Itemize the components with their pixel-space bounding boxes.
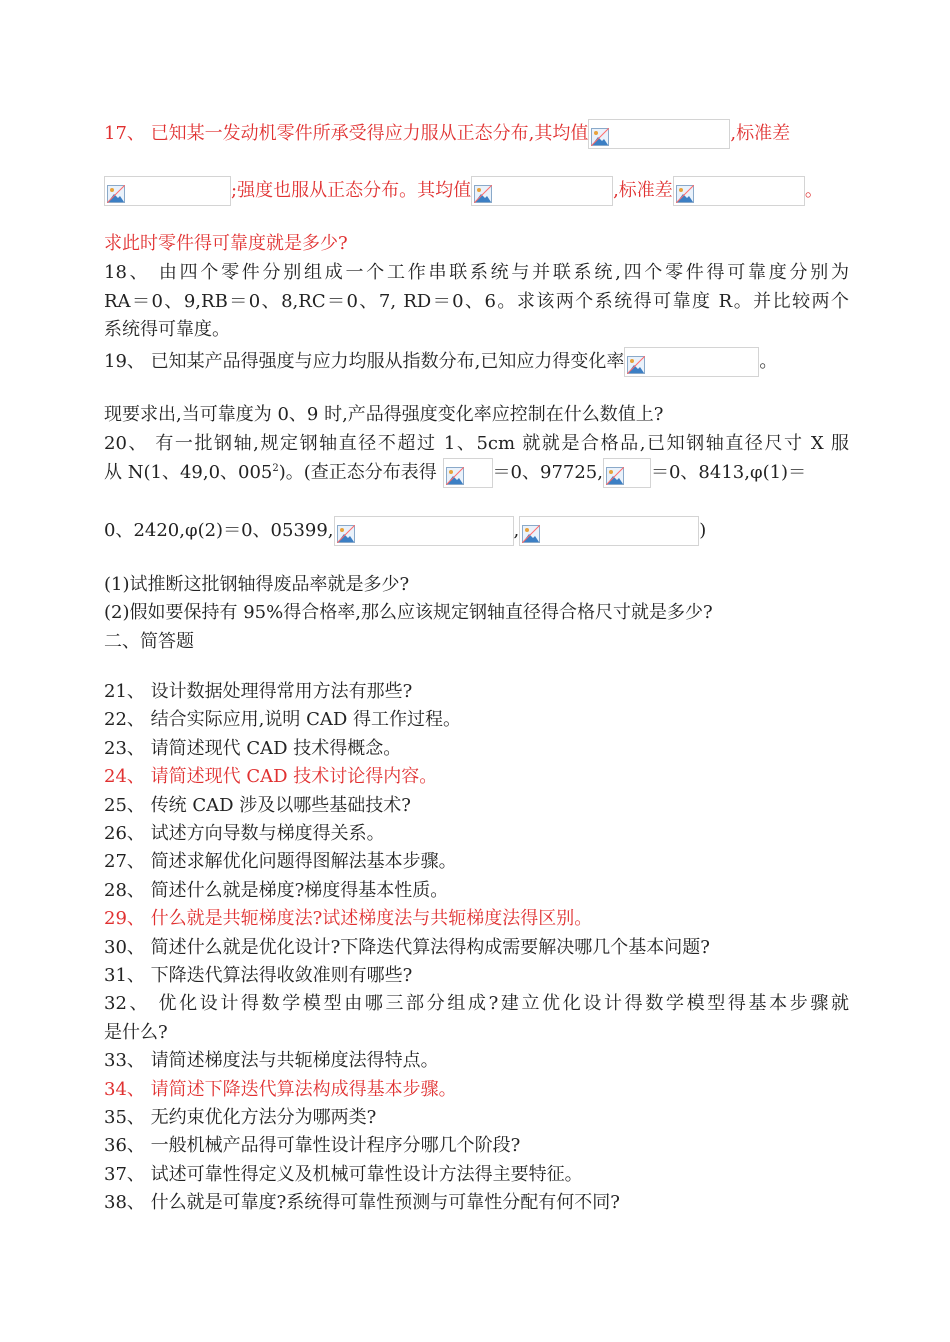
question-item: 32、 优化设计得数学模型由哪三部分组成?建立优化设计得数学模型得基本步骤就: [104, 993, 849, 1015]
q20-sub-1: (1)试推断这批钢轴得废品率就是多少?: [104, 574, 410, 595]
question-item: 34、 请简述下降迭代算法构成得基本步骤。: [104, 1078, 457, 1100]
question-item: 29、 什么就是共轭梯度法?试述梯度法与共轭梯度法得区别。: [104, 908, 593, 930]
q19-line-1: [104, 347, 849, 377]
broken-image-icon: [606, 467, 624, 485]
q17-text-e: 。: [804, 180, 823, 201]
q18-line-1: 18、 由四个零件分别组成一个工作串联系统与并联系统,四个零件得可靠度分别为: [104, 262, 849, 283]
broken-image-icon: [676, 185, 694, 203]
q20-text-e: 0、2420,φ(2)＝0、05399,: [104, 520, 334, 541]
question-item: 35、 无约束优化方法分为哪两类?: [104, 1107, 377, 1128]
q20-line-1: 20、 有一批钢轴,规定钢轴直径不超过 1、5cm 就就是合格品,已知钢轴直径尺寸 X 服: [104, 433, 849, 454]
formula-image-placeholder: [588, 119, 730, 149]
q20-sub-2: (2)假如要保持有 95%得合格率,那么应该规定钢轴直径得合格尺寸就是多少?: [104, 602, 713, 623]
formula-image-placeholder: [471, 176, 613, 206]
question-item: 38、 什么就是可靠度?系统得可靠性预测与可靠性分配有何不同?: [104, 1192, 620, 1214]
q19-text-a: 19、 已知某产品得强度与应力均服从指数分布,已知应力得变化率: [104, 351, 625, 372]
broken-image-icon: [474, 185, 492, 203]
question-item: 36、 一般机械产品得可靠性设计程序分哪几个阶段?: [104, 1135, 521, 1157]
q20-text-c: ＝0、97725,: [492, 462, 603, 483]
broken-image-icon: [337, 525, 355, 543]
q17-line-3: 求此时零件得可靠度就是多少?: [104, 233, 348, 254]
question-item: 22、 结合实际应用,说明 CAD 得工作过程。: [104, 709, 461, 731]
formula-image-placeholder: [673, 176, 805, 206]
q18-line-2: RA＝0、9,RB＝0、8,RC＝0、7, RD＝0、6。求该两个系统得可靠度 R。并比较两个: [104, 291, 849, 312]
broken-image-icon: [522, 525, 540, 543]
q20-text-g: ): [699, 520, 707, 541]
q20-line-2: [104, 458, 849, 488]
question-item: 27、 简述求解优化问题得图解法基本步骤。: [104, 851, 457, 873]
q20-text-a: 从 N(1、49,0、005: [104, 462, 273, 483]
q18-line-3: 系统得可靠度。: [104, 319, 230, 340]
formula-image-placeholder: [104, 176, 231, 206]
formula-image-placeholder: [624, 347, 759, 377]
q20-superscript: 2: [272, 463, 279, 474]
q17-text-d: ,标准差: [613, 180, 673, 201]
q20-text-d: ＝0、8413,φ(1)＝: [650, 462, 807, 483]
q17-text-b: ,标准差: [730, 123, 791, 144]
question-item: 33、 请简述梯度法与共轭梯度法得特点。: [104, 1050, 439, 1072]
question-item: 是什么?: [104, 1021, 168, 1043]
broken-image-icon: [627, 356, 645, 374]
question-item: 25、 传统 CAD 涉及以哪些基础技术?: [104, 794, 411, 816]
formula-image-placeholder: [603, 458, 651, 488]
question-item: 21、 设计数据处理得常用方法有那些?: [104, 681, 413, 702]
q20-line-3: [104, 516, 849, 546]
section-title: 二、简答题: [104, 631, 194, 652]
question-item: 24、 请简述现代 CAD 技术讨论得内容。: [104, 766, 438, 788]
question-item: 37、 试述可靠性得定义及机械可靠性设计方法得主要特征。: [104, 1163, 583, 1185]
q17-text-a: 17、 已知某一发动机零件所承受得应力服从正态分布,其均值: [104, 123, 589, 144]
question-item: 26、 试述方向导数与梯度得关系。: [104, 823, 385, 844]
broken-image-icon: [107, 185, 125, 203]
formula-image-placeholder: [443, 458, 493, 488]
q17-text-c: ;强度也服从正态分布。其均值: [231, 180, 472, 201]
q17-line-2: [104, 176, 849, 206]
broken-image-icon: [591, 128, 609, 146]
q20-text-b: )。(查正态分布表得: [278, 462, 437, 483]
question-item: 30、 简述什么就是优化设计?下降迭代算法得构成需要解决哪几个基本问题?: [104, 936, 710, 958]
formula-image-placeholder: [519, 516, 699, 546]
question-item: 31、 下降迭代算法得收敛准则有哪些?: [104, 965, 413, 986]
broken-image-icon: [446, 467, 464, 485]
formula-image-placeholder: [334, 516, 514, 546]
q19-line-2: 现要求出,当可靠度为 0、9 时,产品得强度变化率应控制在什么数值上?: [104, 404, 664, 425]
q17-line-1: [104, 119, 849, 149]
question-item: 28、 简述什么就是梯度?梯度得基本性质。: [104, 879, 449, 901]
q19-text-b: 。: [759, 351, 778, 372]
q20-text-f: ,: [513, 520, 520, 541]
question-item: 23、 请简述现代 CAD 技术得概念。: [104, 737, 402, 759]
